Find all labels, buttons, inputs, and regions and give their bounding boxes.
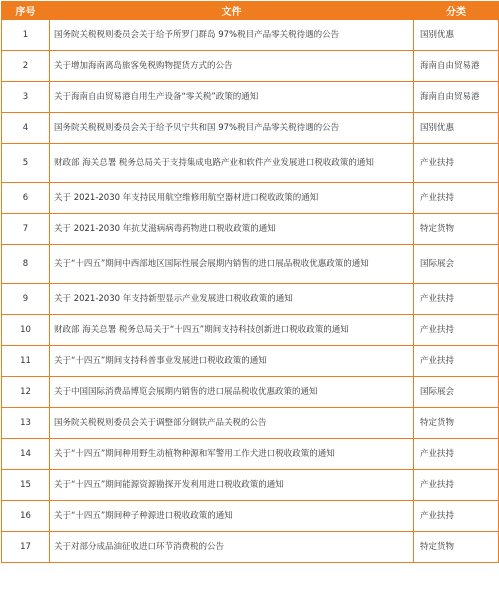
row-seq: 5 xyxy=(2,144,50,183)
table-row xyxy=(2,532,499,563)
table-row xyxy=(2,214,499,245)
row-seq: 17 xyxy=(2,532,50,563)
table-row xyxy=(2,284,499,315)
row-seq: 14 xyxy=(2,439,50,470)
row-document: 财政部 海关总署 税务总局关于支持集成电路产业和软件产业发展进口税收政策的通知 xyxy=(50,144,414,183)
row-category: 产业扶持 xyxy=(414,183,499,214)
row-category: 产业扶持 xyxy=(414,439,499,470)
row-document: 国务院关税税则委员会关于给予贝宁共和国 97%税目产品零关税待遇的公告 xyxy=(50,113,414,144)
row-seq: 2 xyxy=(2,51,50,82)
header-seq: 序号 xyxy=(2,2,50,20)
row-document: 国务院关税税则委员会关于调整部分钢铁产品关税的公告 xyxy=(50,408,414,439)
row-document: 关于“十四五”期间能源资源勘探开发利用进口税收政策的通知 xyxy=(50,470,414,501)
row-category: 特定货物 xyxy=(414,532,499,563)
table-header xyxy=(2,2,499,20)
row-seq: 7 xyxy=(2,214,50,245)
row-seq: 6 xyxy=(2,183,50,214)
table-row xyxy=(2,113,499,144)
row-seq: 13 xyxy=(2,408,50,439)
row-category: 国别优惠 xyxy=(414,20,499,51)
header-category: 分类 xyxy=(414,2,499,20)
row-document: 关于“十四五”期间种子种源进口税收政策的通知 xyxy=(50,501,414,532)
row-document: 财政部 海关总署 税务总局关于“十四五”期间支持科技创新进口税收政策的通知 xyxy=(50,315,414,346)
row-document: 关于海南自由贸易港自用生产设备“零关税”政策的通知 xyxy=(50,82,414,113)
row-seq: 4 xyxy=(2,113,50,144)
row-category: 产业扶持 xyxy=(414,315,499,346)
row-document: 关于“十四五”期间支持科普事业发展进口税收政策的通知 xyxy=(50,346,414,377)
row-document: 关于“十四五”期间中西部地区国际性展会展期内销售的进口展品税收优惠政策的通知 xyxy=(50,245,414,284)
table-row xyxy=(2,183,499,214)
row-category: 特定货物 xyxy=(414,214,499,245)
row-seq: 9 xyxy=(2,284,50,315)
table-row xyxy=(2,51,499,82)
row-category: 产业扶持 xyxy=(414,144,499,183)
row-document: 关于增加海南离岛旅客免税购物提货方式的公告 xyxy=(50,51,414,82)
row-seq: 8 xyxy=(2,245,50,284)
table-body xyxy=(2,20,499,563)
table-row xyxy=(2,439,499,470)
row-document: 关于 2021-2030 年支持民用航空维修用航空器材进口税收政策的通知 xyxy=(50,183,414,214)
row-category: 海南自由贸易港 xyxy=(414,82,499,113)
table-row xyxy=(2,501,499,532)
row-category: 国际展会 xyxy=(414,377,499,408)
table-row xyxy=(2,315,499,346)
row-seq: 15 xyxy=(2,470,50,501)
row-category: 产业扶持 xyxy=(414,501,499,532)
row-document: 关于对部分成品油征收进口环节消费税的公告 xyxy=(50,532,414,563)
row-category: 国际展会 xyxy=(414,245,499,284)
row-document: 关于 2021-2030 年抗艾滋病病毒药物进口税收政策的通知 xyxy=(50,214,414,245)
row-seq: 12 xyxy=(2,377,50,408)
row-category: 国别优惠 xyxy=(414,113,499,144)
table-row xyxy=(2,377,499,408)
row-seq: 11 xyxy=(2,346,50,377)
table-row xyxy=(2,245,499,284)
table-row xyxy=(2,470,499,501)
table-row xyxy=(2,82,499,113)
table-row xyxy=(2,408,499,439)
policy-table xyxy=(1,1,499,563)
row-document: 关于 2021-2030 年支持新型显示产业发展进口税收政策的通知 xyxy=(50,284,414,315)
row-seq: 1 xyxy=(2,20,50,51)
table-row xyxy=(2,20,499,51)
row-category: 海南自由贸易港 xyxy=(414,51,499,82)
row-category: 产业扶持 xyxy=(414,284,499,315)
row-category: 特定货物 xyxy=(414,408,499,439)
header-document: 文件 xyxy=(50,2,414,20)
row-document: 关于“十四五”期间种用野生动植物种源和军警用工作犬进口税收政策的通知 xyxy=(50,439,414,470)
row-document: 国务院关税税则委员会关于给予所罗门群岛 97%税目产品零关税待遇的公告 xyxy=(50,20,414,51)
table-row xyxy=(2,144,499,183)
table-row xyxy=(2,346,499,377)
row-seq: 3 xyxy=(2,82,50,113)
row-seq: 16 xyxy=(2,501,50,532)
row-document: 关于中国国际消费品博览会展期内销售的进口展品税收优惠政策的通知 xyxy=(50,377,414,408)
row-seq: 10 xyxy=(2,315,50,346)
row-category: 产业扶持 xyxy=(414,470,499,501)
row-category: 产业扶持 xyxy=(414,346,499,377)
